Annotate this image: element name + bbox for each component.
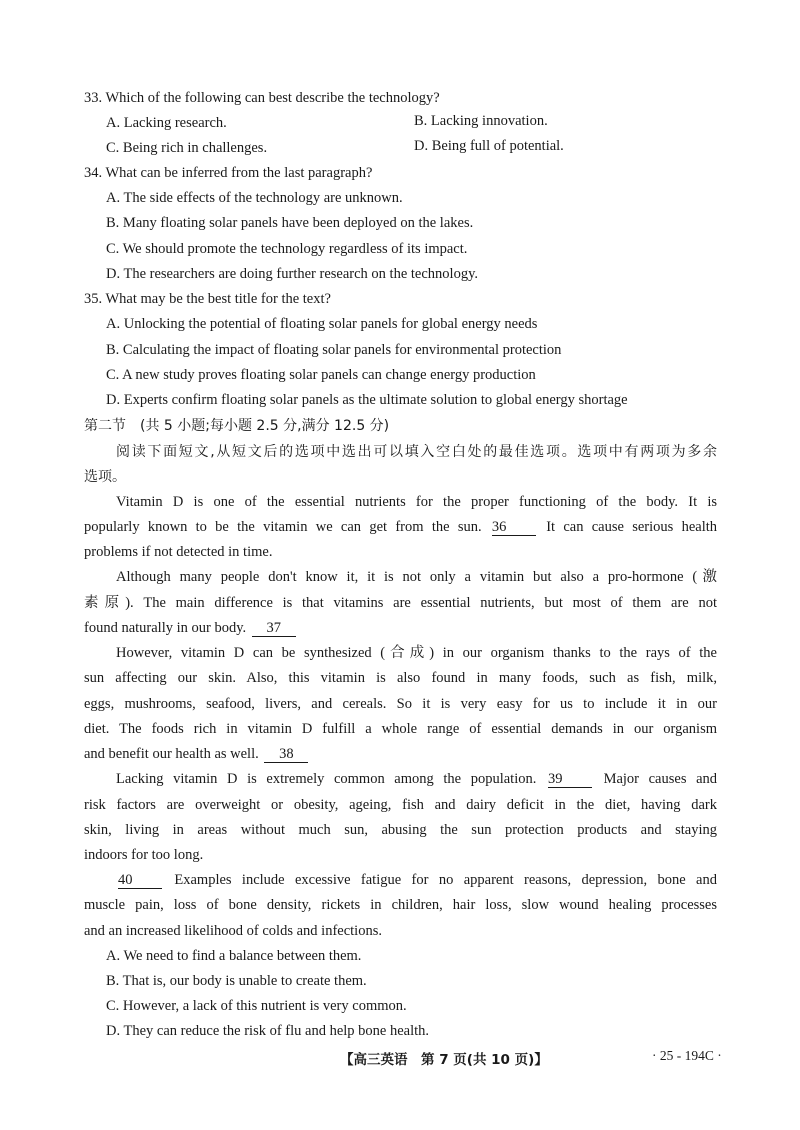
question-33-option-a: A. Lacking research. <box>106 115 227 131</box>
passage-p1-line-2 <box>84 517 717 537</box>
passage-p5-line-2: muscle pain, loss of bone density, rickets in children, hair loss, slow wound healing processes <box>84 897 717 913</box>
question-35-option-a: A. Unlocking the potential of floating solar panels for global energy needs <box>106 316 538 332</box>
question-35-option-c: C. A new study proves floating solar panels can change energy production <box>106 367 536 383</box>
question-33-option-d: D. Being full of potential. <box>414 138 564 154</box>
passage-p3-line-3: eggs, mushrooms, seafood, livers, and cereals. So it is very easy for us to include it in our <box>84 696 717 712</box>
question-33-stem: 33. Which of the following can best describe the technology? <box>84 90 440 106</box>
choice-c: C. However, a lack of this nutrient is very common. <box>106 998 407 1014</box>
question-34-option-c: C. We should promote the technology regardless of its impact. <box>106 241 468 257</box>
question-33-option-b: B. Lacking innovation. <box>414 113 548 129</box>
question-34-stem: 34. What can be inferred from the last paragraph? <box>84 165 373 181</box>
page-footer-code: · 25 - 194C · <box>652 1048 722 1063</box>
question-35-stem: 35. What may be the best title for the text? <box>84 291 331 307</box>
choice-d: D. They can reduce the risk of flu and help bone health. <box>106 1023 430 1039</box>
question-35-option-d: D. Experts confirm floating solar panels as the ultimate solution to global energy shortage <box>106 392 628 408</box>
blank-37: 37 <box>252 620 296 637</box>
choice-b: B. That is, our body is unable to create them. <box>106 973 367 989</box>
passage-p4-line-1 <box>116 769 717 789</box>
choice-a: A. We need to find a balance between them. <box>106 948 362 964</box>
blank-36: 36 <box>492 519 536 536</box>
passage-p5-text: Examples include excessive fatigue for no apparent reasons, depression, bone and <box>174 872 717 888</box>
passage-p1-line-3: problems if not detected in time. <box>84 544 273 560</box>
passage-p4-text-a: Lacking vitamin D is extremely common among the population. <box>116 771 537 787</box>
question-34-option-a: A. The side effects of the technology are unknown. <box>106 190 403 206</box>
passage-p2-line-1: Although many people don't know it, it is not only a vitamin but also a pro-hormone (激 <box>116 569 717 585</box>
question-34-option-d: D. The researchers are doing further research on the technology. <box>106 266 479 282</box>
section-instruction-line-2: 选项。 <box>84 469 126 485</box>
blank-38: 38 <box>264 746 308 763</box>
blank-40: 40 <box>118 872 162 889</box>
section-instruction-line-1: 阅读下面短文,从短文后的选项中选出可以填入空白处的最佳选项。选项中有两项为多余 <box>116 444 717 460</box>
question-34-option-b: B. Many floating solar panels have been deployed on the lakes. <box>106 215 474 231</box>
passage-p1-line-1: Vitamin D is one of the essential nutrients for the proper functioning of the body. It is <box>116 494 717 510</box>
passage-p2-text: found naturally in our body. <box>84 620 247 636</box>
passage-p3-line-1: However, vitamin D can be synthesized (合成) in our organism thanks to the rays of the <box>116 645 717 661</box>
passage-p5-line-3: and an increased likelihood of colds and infections. <box>84 923 382 939</box>
passage-p1-text-b: It can cause serious health <box>546 519 718 535</box>
section-heading: 第二节 (共 5 小题;每小题 2.5 分,满分 12.5 分) <box>84 418 390 434</box>
passage-p3-line-2: sun affecting our skin. Also, this vitamin is also found in many foods, such as fish, milk, <box>84 670 717 686</box>
passage-p4-line-2: risk factors are overweight or obesity, ageing, fish and dairy deficit in the diet, having dark <box>84 797 717 813</box>
passage-p1-text-a: popularly known to be the vitamin we can get from the sun. <box>84 519 482 535</box>
passage-p3-line-5 <box>84 744 310 764</box>
passage-p2-line-2: 素原). The main difference is that vitamins are essential nutrients, but most of them are not <box>84 595 717 611</box>
passage-p3-text: and benefit our health as well. <box>84 746 259 762</box>
question-35-option-b: B. Calculating the impact of floating solar panels for environmental protection <box>106 342 562 358</box>
page-footer-label: 【高三英语 第 7 页(共 10 页)】 <box>340 1052 548 1068</box>
question-33-option-c: C. Being rich in challenges. <box>106 140 268 156</box>
passage-p4-text-b: Major causes and <box>603 771 718 787</box>
passage-p3-line-4: diet. The foods rich in vitamin D fulfill a whole range of essential demands in our organism <box>84 721 717 737</box>
passage-p5-line-1 <box>116 870 717 890</box>
passage-p4-line-4: indoors for too long. <box>84 847 204 863</box>
passage-p2-line-3 <box>84 618 298 638</box>
blank-39: 39 <box>548 771 592 788</box>
passage-p4-line-3: skin, living in areas without much sun, abusing the sun protection products and staying <box>84 822 717 838</box>
